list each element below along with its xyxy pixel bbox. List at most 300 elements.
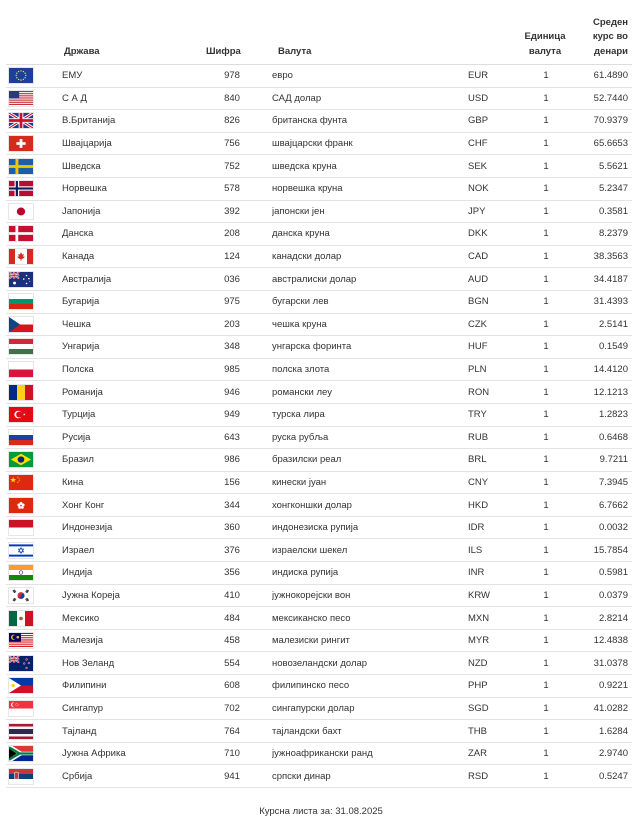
iso-code-cell: AUD <box>468 268 514 291</box>
numeric-code-cell: 484 <box>204 607 272 630</box>
iso-code-cell: HKD <box>468 494 514 517</box>
table-row <box>6 290 632 313</box>
rate-cell: 61.4890 <box>570 65 632 88</box>
country-cell: Хонг Конг <box>54 494 204 517</box>
numeric-code-cell: 985 <box>204 358 272 381</box>
table-row <box>6 177 632 200</box>
rate-cell: 41.0282 <box>570 697 632 720</box>
unit-cell: 1 <box>514 200 570 223</box>
table-row <box>6 720 632 743</box>
numeric-code-cell: 840 <box>204 87 272 110</box>
country-cell: Чешка <box>54 313 204 336</box>
unit-cell: 1 <box>514 358 570 381</box>
rate-cell: 1.6284 <box>570 720 632 743</box>
rate-header-line1: Среден <box>593 16 628 28</box>
unit-cell: 1 <box>514 720 570 743</box>
unit-cell: 1 <box>514 629 570 652</box>
table-row <box>6 426 632 449</box>
rate-rows <box>6 65 632 788</box>
unit-cell: 1 <box>514 765 570 788</box>
table-row <box>6 381 632 404</box>
pl-flag-icon <box>8 361 34 378</box>
unit-cell: 1 <box>514 223 570 246</box>
flag-cell <box>6 426 54 449</box>
iso-code-cell: NZD <box>468 652 514 675</box>
rate-cell: 0.0379 <box>570 584 632 607</box>
rate-cell: 31.0378 <box>570 652 632 675</box>
numeric-code-cell: 356 <box>204 562 272 585</box>
ch-flag-icon <box>8 135 34 152</box>
numeric-code-cell: 392 <box>204 200 272 223</box>
dk-flag-icon <box>8 225 34 242</box>
country-cell: Малезија <box>54 629 204 652</box>
numeric-code-cell: 949 <box>204 403 272 426</box>
iso-code-cell: MXN <box>468 607 514 630</box>
flag-cell <box>6 562 54 585</box>
unit-cell: 1 <box>514 516 570 539</box>
rate-cell: 9.7211 <box>570 449 632 472</box>
table-row <box>6 471 632 494</box>
iso-code-cell: THB <box>468 720 514 743</box>
numeric-code-cell: 458 <box>204 629 272 652</box>
flag-cell <box>6 697 54 720</box>
flag-cell <box>6 223 54 246</box>
iso-code-cell: MYR <box>468 629 514 652</box>
currency-name-cell: шведска круна <box>272 155 468 178</box>
currency-name-cell: британска фунта <box>272 110 468 133</box>
currency-name-cell: полска злота <box>272 358 468 381</box>
unit-cell: 1 <box>514 87 570 110</box>
table-row <box>6 742 632 765</box>
ro-flag-icon <box>8 384 34 401</box>
iso-code-cell: BRL <box>468 449 514 472</box>
country-cell: Австралија <box>54 268 204 291</box>
country-cell: Канада <box>54 245 204 268</box>
table-row <box>6 313 632 336</box>
rate-cell: 0.1549 <box>570 336 632 359</box>
currency-name-cell: тајландски бахт <box>272 720 468 743</box>
currency-name-cell: малезиски рингит <box>272 629 468 652</box>
numeric-code-cell: 344 <box>204 494 272 517</box>
tr-flag-icon <box>8 406 34 423</box>
table-row <box>6 358 632 381</box>
table-row <box>6 494 632 517</box>
numeric-code-cell: 941 <box>204 765 272 788</box>
jp-flag-icon <box>8 203 34 220</box>
numeric-code-cell: 554 <box>204 652 272 675</box>
country-cell: Швајцарија <box>54 132 204 155</box>
eu-flag-icon <box>8 67 34 84</box>
table-row <box>6 652 632 675</box>
currency-name-cell: јужнокорејски вон <box>272 584 468 607</box>
unit-cell: 1 <box>514 539 570 562</box>
numeric-code-cell: 978 <box>204 65 272 88</box>
numeric-code-cell: 752 <box>204 155 272 178</box>
flag-cell <box>6 110 54 133</box>
country-cell: Данска <box>54 223 204 246</box>
iso-code-cell: SEK <box>468 155 514 178</box>
flag-cell <box>6 245 54 268</box>
iso-code-cell: HUF <box>468 336 514 359</box>
iso-code-cell: RSD <box>468 765 514 788</box>
currency-name-cell: САД долар <box>272 87 468 110</box>
rate-cell: 5.5621 <box>570 155 632 178</box>
table-row <box>6 110 632 133</box>
rate-cell: 6.7662 <box>570 494 632 517</box>
rate-cell: 31.4393 <box>570 290 632 313</box>
code-column-header: Шифра <box>204 12 272 65</box>
kr-flag-icon <box>8 587 34 604</box>
flag-cell <box>6 765 54 788</box>
currency-name-cell: индонезиска рупија <box>272 516 468 539</box>
flag-cell <box>6 539 54 562</box>
unit-cell: 1 <box>514 110 570 133</box>
unit-cell: 1 <box>514 584 570 607</box>
country-cell: Мексико <box>54 607 204 630</box>
rate-cell: 0.5247 <box>570 765 632 788</box>
country-cell: Израел <box>54 539 204 562</box>
table-row <box>6 155 632 178</box>
currency-name-cell: јапонски јен <box>272 200 468 223</box>
rate-cell: 65.6653 <box>570 132 632 155</box>
table-row <box>6 584 632 607</box>
currency-name-cell: австралиски долар <box>272 268 468 291</box>
numeric-code-cell: 764 <box>204 720 272 743</box>
flag-cell <box>6 652 54 675</box>
flag-cell <box>6 268 54 291</box>
rate-cell: 2.9740 <box>570 742 632 765</box>
table-row <box>6 675 632 698</box>
currency-name-cell: унгарска форинта <box>272 336 468 359</box>
currency-name-cell: индиска рупија <box>272 562 468 585</box>
table-row <box>6 200 632 223</box>
unit-cell: 1 <box>514 652 570 675</box>
table-row <box>6 87 632 110</box>
currency-name-cell: романски леу <box>272 381 468 404</box>
country-cell: Бугарија <box>54 290 204 313</box>
numeric-code-cell: 608 <box>204 675 272 698</box>
currency-name-cell: бугарски лев <box>272 290 468 313</box>
numeric-code-cell: 360 <box>204 516 272 539</box>
table-row <box>6 223 632 246</box>
table-row <box>6 562 632 585</box>
rate-cell: 0.5981 <box>570 562 632 585</box>
hk-flag-icon <box>8 497 34 514</box>
numeric-code-cell: 826 <box>204 110 272 133</box>
flag-cell <box>6 742 54 765</box>
table-row <box>6 245 632 268</box>
table-row <box>6 336 632 359</box>
flag-cell <box>6 516 54 539</box>
currency-name-cell: канадски долар <box>272 245 468 268</box>
in-flag-icon <box>8 564 34 581</box>
table-row <box>6 765 632 788</box>
unit-cell: 1 <box>514 494 570 517</box>
rate-cell: 8.2379 <box>570 223 632 246</box>
country-cell: В.Британија <box>54 110 204 133</box>
currency-name-cell: турска лира <box>272 403 468 426</box>
rate-cell: 52.7440 <box>570 87 632 110</box>
numeric-code-cell: 036 <box>204 268 272 291</box>
unit-cell: 1 <box>514 132 570 155</box>
numeric-code-cell: 756 <box>204 132 272 155</box>
rate-cell: 14.4120 <box>570 358 632 381</box>
numeric-code-cell: 203 <box>204 313 272 336</box>
unit-cell: 1 <box>514 65 570 88</box>
iso-code-cell: ILS <box>468 539 514 562</box>
rate-cell: 0.0032 <box>570 516 632 539</box>
flag-cell <box>6 200 54 223</box>
country-cell: Индија <box>54 562 204 585</box>
unit-cell: 1 <box>514 742 570 765</box>
currency-name-cell: кинески јуан <box>272 471 468 494</box>
unit-cell: 1 <box>514 313 570 336</box>
unit-cell: 1 <box>514 155 570 178</box>
table-row <box>6 65 632 88</box>
flag-cell <box>6 720 54 743</box>
currency-name-cell: филипинско песо <box>272 675 468 698</box>
flag-cell <box>6 584 54 607</box>
iso-code-cell: KRW <box>468 584 514 607</box>
unit-cell: 1 <box>514 697 570 720</box>
country-cell: Јапонија <box>54 200 204 223</box>
unit-cell: 1 <box>514 607 570 630</box>
cz-flag-icon <box>8 316 34 333</box>
numeric-code-cell: 643 <box>204 426 272 449</box>
za-flag-icon <box>8 745 34 762</box>
unit-cell: 1 <box>514 562 570 585</box>
flag-cell <box>6 87 54 110</box>
currency-name-cell: сингапурски долар <box>272 697 468 720</box>
flag-cell <box>6 494 54 517</box>
flag-column-header <box>6 12 54 65</box>
flag-cell <box>6 336 54 359</box>
country-cell: Бразил <box>54 449 204 472</box>
unit-cell: 1 <box>514 268 570 291</box>
country-cell: Нов Зеланд <box>54 652 204 675</box>
numeric-code-cell: 376 <box>204 539 272 562</box>
flag-cell <box>6 313 54 336</box>
currency-name-cell: мексиканско песо <box>272 607 468 630</box>
rate-cell: 70.9379 <box>570 110 632 133</box>
iso-code-cell: DKK <box>468 223 514 246</box>
country-cell: ЕМУ <box>54 65 204 88</box>
country-cell: Шведска <box>54 155 204 178</box>
rate-cell: 34.4187 <box>570 268 632 291</box>
country-cell: Филипини <box>54 675 204 698</box>
rate-cell: 0.6468 <box>570 426 632 449</box>
se-flag-icon <box>8 158 34 175</box>
numeric-code-cell: 124 <box>204 245 272 268</box>
numeric-code-cell: 975 <box>204 290 272 313</box>
country-cell: Турција <box>54 403 204 426</box>
country-cell: Русија <box>54 426 204 449</box>
unit-cell: 1 <box>514 403 570 426</box>
table-row <box>6 449 632 472</box>
unit-column-header <box>514 12 570 65</box>
rate-cell: 12.4838 <box>570 629 632 652</box>
table-row <box>6 607 632 630</box>
country-cell: Индонезија <box>54 516 204 539</box>
numeric-code-cell: 348 <box>204 336 272 359</box>
my-flag-icon <box>8 632 34 649</box>
country-cell: С А Д <box>54 87 204 110</box>
unit-cell: 1 <box>514 381 570 404</box>
currency-name-cell: српски динар <box>272 765 468 788</box>
flag-cell <box>6 155 54 178</box>
table-row <box>6 539 632 562</box>
table-row <box>6 697 632 720</box>
country-cell: Сингапур <box>54 697 204 720</box>
iso-code-cell: CAD <box>468 245 514 268</box>
numeric-code-cell: 410 <box>204 584 272 607</box>
ca-flag-icon <box>8 248 34 265</box>
flag-cell <box>6 607 54 630</box>
unit-cell: 1 <box>514 471 570 494</box>
iso-code-cell: INR <box>468 562 514 585</box>
country-cell: Јужна Африка <box>54 742 204 765</box>
iso-code-cell: RON <box>468 381 514 404</box>
gb-flag-icon <box>8 112 34 129</box>
rate-header-line3: денари <box>594 45 628 57</box>
table-row <box>6 268 632 291</box>
rate-cell: 0.9221 <box>570 675 632 698</box>
ru-flag-icon <box>8 429 34 446</box>
currency-name-cell: швајцарски франк <box>272 132 468 155</box>
flag-cell <box>6 381 54 404</box>
country-cell: Тајланд <box>54 720 204 743</box>
flag-cell <box>6 65 54 88</box>
country-cell: Јужна Кореја <box>54 584 204 607</box>
currency-name-cell: новозеландски долар <box>272 652 468 675</box>
iso-code-cell: CZK <box>468 313 514 336</box>
table-row <box>6 629 632 652</box>
ph-flag-icon <box>8 677 34 694</box>
rate-column-header <box>570 12 632 65</box>
iso-code-cell: EUR <box>468 65 514 88</box>
exchange-rate-table <box>6 12 632 788</box>
table-header-row <box>6 12 632 65</box>
numeric-code-cell: 710 <box>204 742 272 765</box>
au-flag-icon <box>8 271 34 288</box>
unit-cell: 1 <box>514 245 570 268</box>
flag-cell <box>6 471 54 494</box>
currency-name-cell: бразилски реал <box>272 449 468 472</box>
numeric-code-cell: 946 <box>204 381 272 404</box>
currency-name-cell: јужноафрикански ранд <box>272 742 468 765</box>
country-cell: Унгарија <box>54 336 204 359</box>
unit-cell: 1 <box>514 426 570 449</box>
iso-code-cell: JPY <box>468 200 514 223</box>
iso-code-cell: PHP <box>468 675 514 698</box>
numeric-code-cell: 208 <box>204 223 272 246</box>
flag-cell <box>6 290 54 313</box>
iso-code-cell: USD <box>468 87 514 110</box>
currency-name-cell: израелски шекел <box>272 539 468 562</box>
rate-cell: 38.3563 <box>570 245 632 268</box>
numeric-code-cell: 986 <box>204 449 272 472</box>
unit-header-line2: валута <box>528 45 562 57</box>
rate-cell: 5.2347 <box>570 177 632 200</box>
country-cell: Кина <box>54 471 204 494</box>
rate-cell: 2.5141 <box>570 313 632 336</box>
table-row <box>6 516 632 539</box>
unit-cell: 1 <box>514 290 570 313</box>
rs-flag-icon <box>8 768 34 785</box>
rate-list-date: Курсна листа за: 31.08.2025 <box>259 806 383 817</box>
flag-cell <box>6 177 54 200</box>
iso-code-cell: TRY <box>468 403 514 426</box>
iso-code-cell: GBP <box>468 110 514 133</box>
flag-cell <box>6 449 54 472</box>
iso-code-cell: RUB <box>468 426 514 449</box>
numeric-code-cell: 578 <box>204 177 272 200</box>
sg-flag-icon <box>8 700 34 717</box>
currency-column-header: Валута <box>272 12 468 65</box>
nz-flag-icon <box>8 655 34 672</box>
iso-code-cell: CHF <box>468 132 514 155</box>
country-cell: Норвешка <box>54 177 204 200</box>
bg-flag-icon <box>8 293 34 310</box>
rate-cell: 15.7854 <box>570 539 632 562</box>
iso-code-cell: CNY <box>468 471 514 494</box>
currency-name-cell: данска круна <box>272 223 468 246</box>
numeric-code-cell: 156 <box>204 471 272 494</box>
cn-flag-icon <box>8 474 34 491</box>
no-flag-icon <box>8 180 34 197</box>
unit-cell: 1 <box>514 177 570 200</box>
currency-name-cell: чешка круна <box>272 313 468 336</box>
table-row <box>6 403 632 426</box>
currency-name-cell: хонгконшки долар <box>272 494 468 517</box>
mx-flag-icon <box>8 610 34 627</box>
us-flag-icon <box>8 90 34 107</box>
country-cell: Србија <box>54 765 204 788</box>
unit-cell: 1 <box>514 336 570 359</box>
country-cell: Полска <box>54 358 204 381</box>
currency-name-cell: руска рубља <box>272 426 468 449</box>
flag-cell <box>6 403 54 426</box>
iso-code-cell: NOK <box>468 177 514 200</box>
rate-cell: 0.3581 <box>570 200 632 223</box>
iso-column-header <box>468 12 514 65</box>
br-flag-icon <box>8 451 34 468</box>
iso-code-cell: BGN <box>468 290 514 313</box>
rate-cell: 7.3945 <box>570 471 632 494</box>
currency-name-cell: евро <box>272 65 468 88</box>
hu-flag-icon <box>8 338 34 355</box>
flag-cell <box>6 358 54 381</box>
country-cell: Романија <box>54 381 204 404</box>
iso-code-cell: SGD <box>468 697 514 720</box>
rate-cell: 12.1213 <box>570 381 632 404</box>
th-flag-icon <box>8 723 34 740</box>
rate-header-line2: курс во <box>592 31 628 42</box>
flag-cell <box>6 132 54 155</box>
table-row <box>6 132 632 155</box>
rate-cell: 1.2823 <box>570 403 632 426</box>
country-column-header: Држава <box>54 12 204 65</box>
unit-cell: 1 <box>514 449 570 472</box>
unit-header-line1: Единица <box>524 31 566 42</box>
rate-cell: 2.8214 <box>570 607 632 630</box>
id-flag-icon <box>8 519 34 536</box>
iso-code-cell: PLN <box>468 358 514 381</box>
il-flag-icon <box>8 542 34 559</box>
flag-cell <box>6 675 54 698</box>
currency-name-cell: норвешка круна <box>272 177 468 200</box>
unit-cell: 1 <box>514 675 570 698</box>
